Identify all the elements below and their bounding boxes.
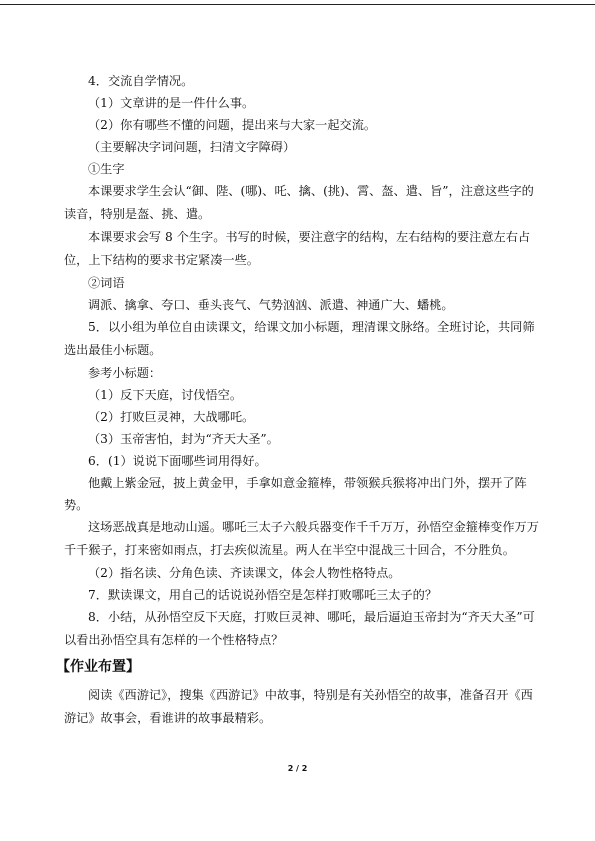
document-body (56, 70, 544, 730)
write-characters-paragraph: 本课要求会写 8 个生字。书写的时候，要注意字的结构，左右结构的要注意左右占位，上下结构的要求书定紧凑一些。 (64, 230, 531, 267)
step-6-item-2: （2）指名读、分角色读、齐读课文，体会人物性格特点。 (88, 566, 401, 580)
step-4-item-2: （2）你有哪些不懂的问题，提出来与大家一起交流。 (88, 118, 377, 132)
reference-title-1: （1）反下天庭，讨伐悟空。 (88, 388, 243, 402)
reference-title-2: （2）打败巨灵神，大战哪吒。 (88, 410, 255, 424)
step-5-paragraph: 5．以小组为单位自由读课文，给课文加小标题，理清课文脉络。全班讨论，共同筛选出最佳小标题。 (64, 320, 535, 357)
step-6-heading: 6．(1）说说下面哪些词用得好。 (88, 454, 267, 468)
step-4-item-1: （1）文章讲的是一件什么事。 (88, 96, 255, 110)
homework-heading: 【作业布置】 (56, 659, 140, 675)
recognize-characters-paragraph: 本课要求学生会认“御、陛、(哪)、吒、擒、(挑)、霄、盔、遣、旨”，注意这些字的读音，特别是盔、挑、遣。 (64, 184, 534, 221)
page-number: 2 / 2 (287, 764, 308, 773)
quote-paragraph-2: 这场恶战真是地动山遥。哪吒三太子六般兵器变作千千万万，孙悟空金箍棒变作万万千千猴子，打来密如雨点，打去疾似流星。两人在半空中混战三十回合，不分胜负。 (64, 520, 539, 557)
top-border-line (0, 4, 595, 5)
step-4-heading: 4．交流自学情况。 (88, 74, 194, 88)
step-8-paragraph: 8．小结，从孙悟空反下天庭，打败巨灵神、哪吒，最后逼迫玉帝封为“齐天大圣”可以看出孙悟空具有怎样的一个性格特点？ (64, 610, 535, 647)
quote-paragraph-1: 他戴上紫金冠，披上黄金甲，手拿如意金箍棒，带领猴兵猴将冲出门外，摆开了阵势。 (64, 476, 527, 512)
step-7-paragraph: 7．默读课文，用自己的话说说孙悟空是怎样打败哪吒三太子的？ (88, 588, 438, 602)
homework-paragraph: 阅读《西游记》，搜集《西游记》中故事，特别是有关孙悟空的故事，准备召开《西游记》故事会，看谁讲的故事最精彩。 (64, 688, 533, 725)
new-characters-label: ①生字 (88, 162, 125, 176)
reference-titles-label: 参考小标题： (88, 366, 162, 380)
vocabulary-label: ②词语 (88, 276, 125, 290)
step-4-note: （主要解决字词问题，扫清文字障碍） (88, 140, 296, 154)
reference-title-3: （3）玉帝害怕，封为“齐天大圣”。 (88, 432, 279, 446)
vocabulary-list: 调派、擒拿、夸口、垂头丧气、气势汹汹、派遣、神通广大、蟠桃。 (88, 298, 454, 312)
